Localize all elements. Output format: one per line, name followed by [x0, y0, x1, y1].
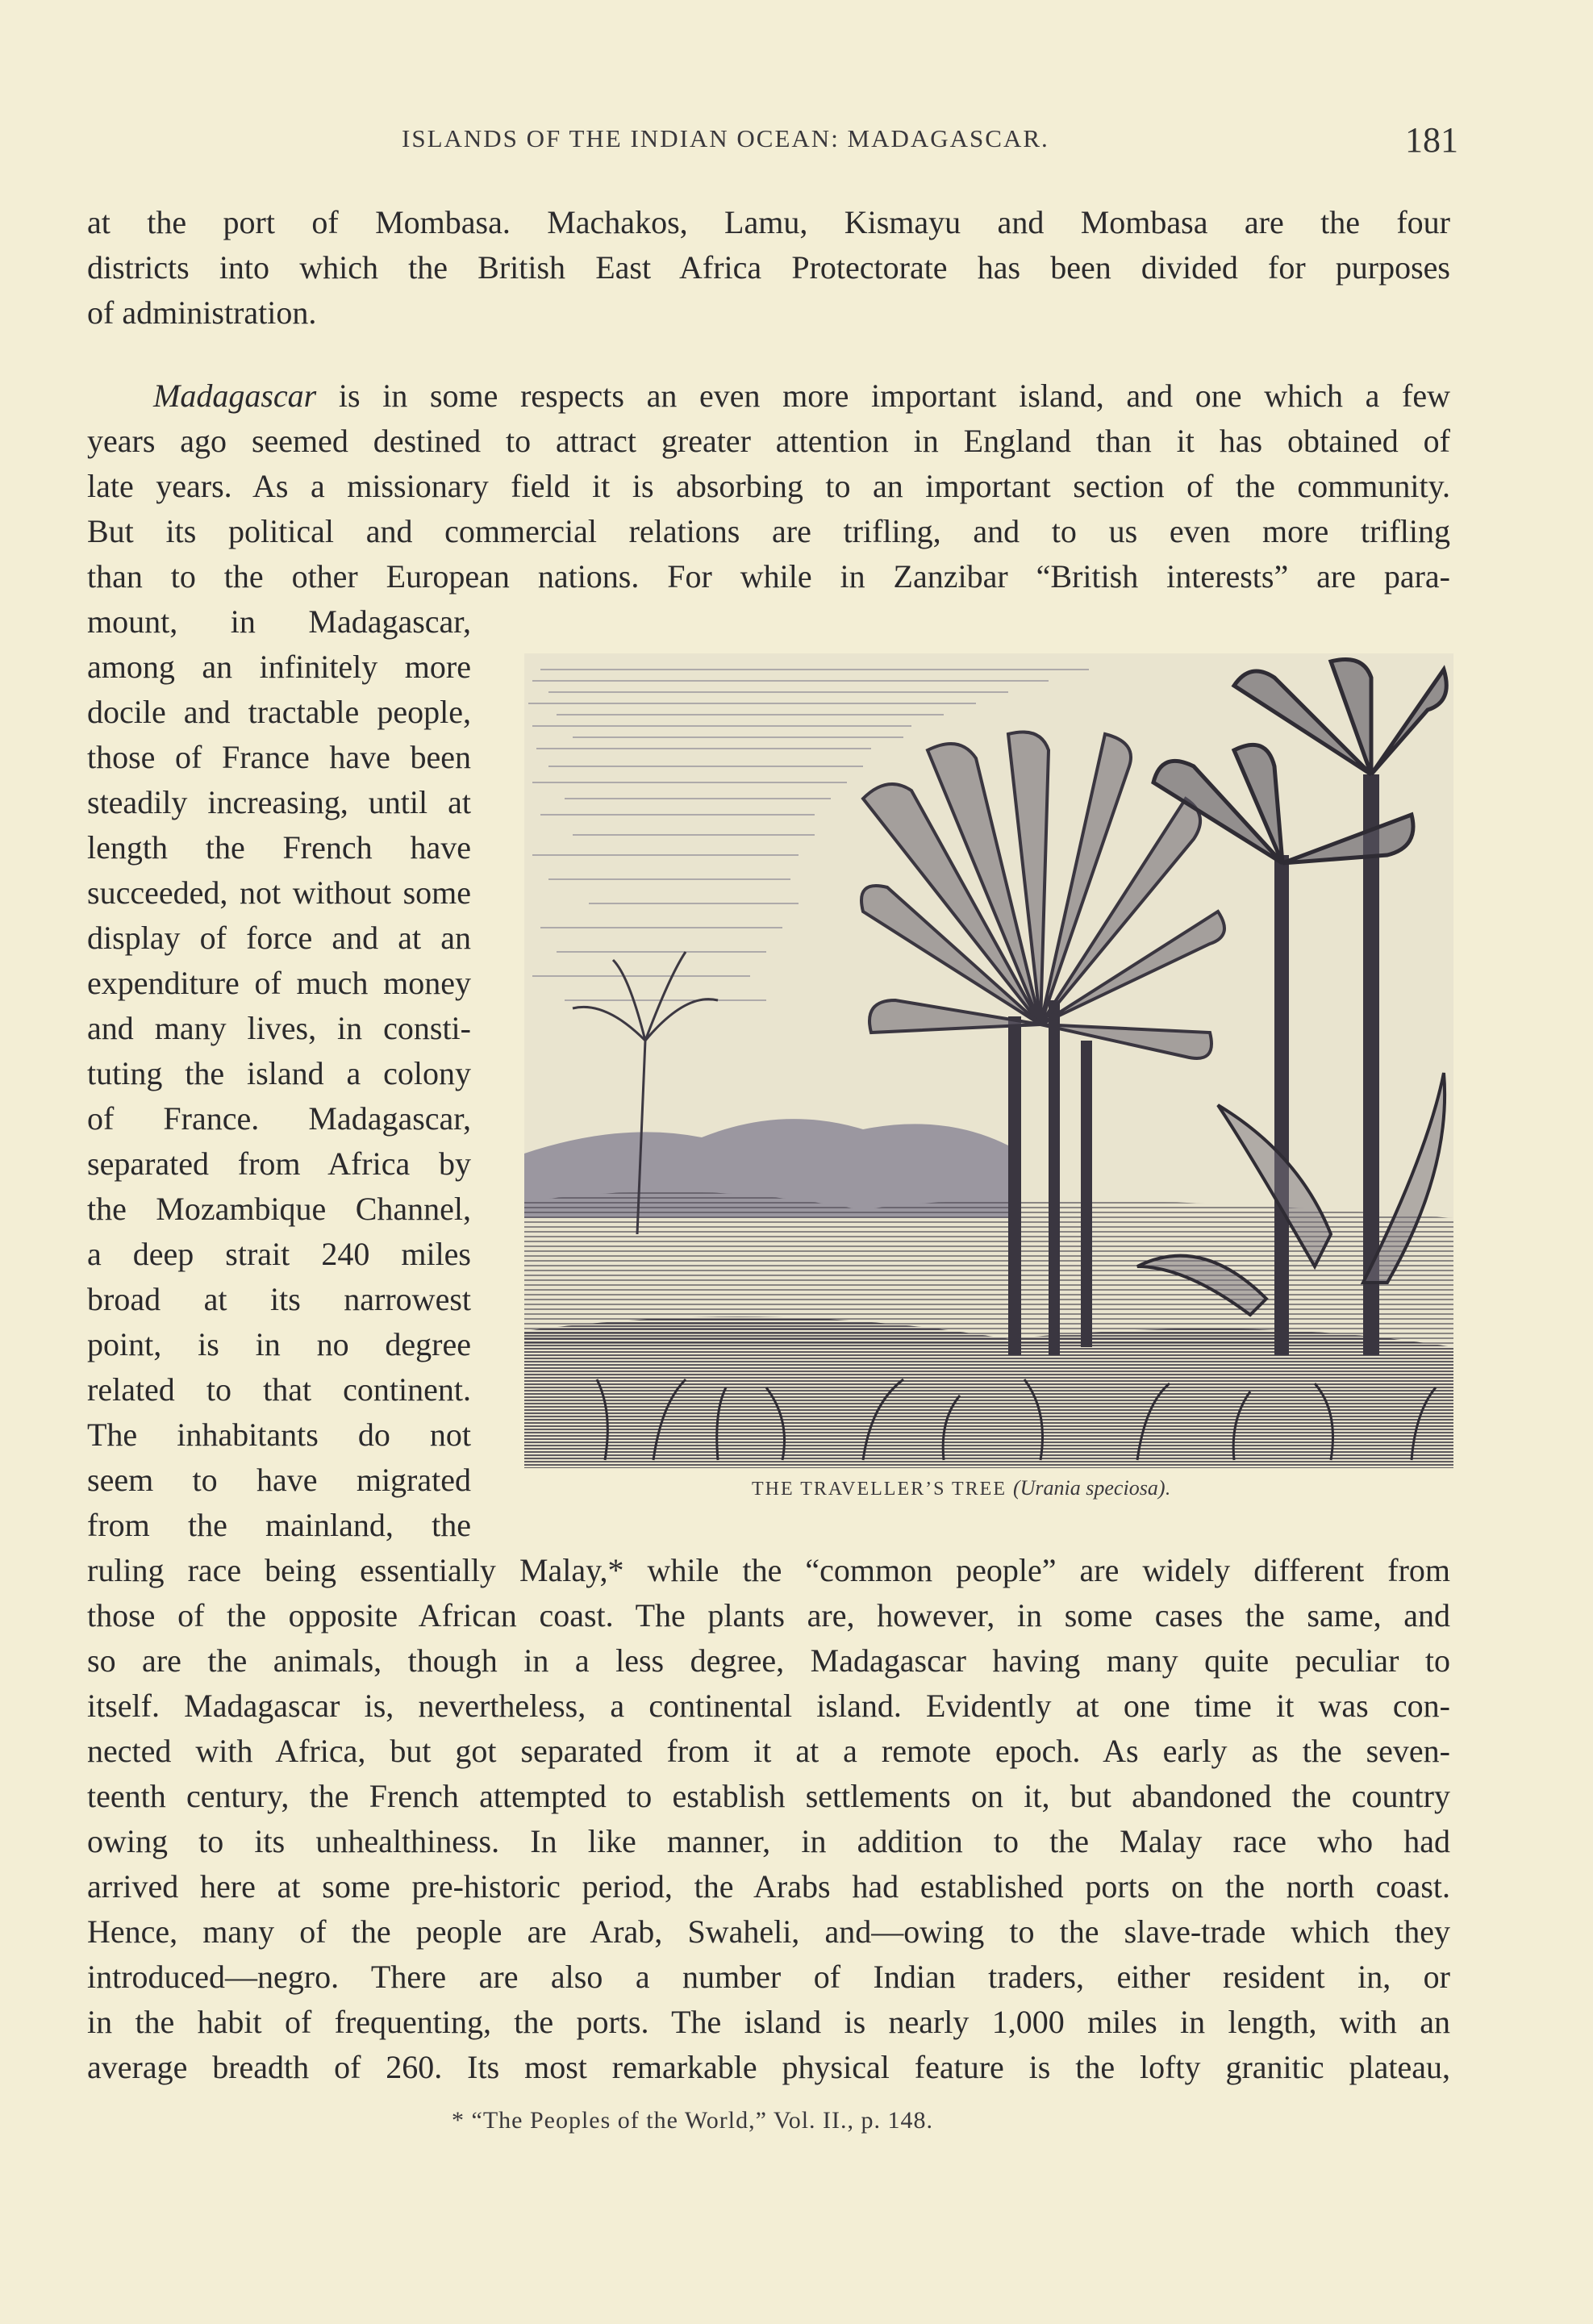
text-line: so are the animals, though in a less degree, Madagascar having many quite peculiar to [87, 1642, 1450, 1679]
text-line: average breadth of 260. Its most remarkable physical feature is the lofty granitic plateau, [87, 2049, 1450, 2085]
text-line: districts into which the British East Africa Protectorate has been divided for purposes [87, 249, 1450, 286]
text-line: length the French have [87, 829, 471, 866]
text-line: display of force and at an [87, 920, 471, 956]
text-line: The inhabitants do not [87, 1417, 471, 1453]
text-line: at the port of Mombasa. Machakos, Lamu, Kismayu and Mombasa are the four [87, 204, 1450, 240]
text-line: mount, in Madagascar, [87, 603, 471, 640]
running-title: ISLANDS OF THE INDIAN OCEAN: MADAGASCAR. [402, 124, 1049, 152]
text-line: those of France have been [87, 739, 471, 775]
text-line: from the mainland, the [87, 1507, 471, 1543]
text-line: and many lives, in consti- [87, 1010, 471, 1046]
text-line: expenditure of much money [87, 965, 471, 1001]
text-line: nected with Africa, but got separated from it at a remote epoch. As early as the seven- [87, 1733, 1450, 1769]
page-header [87, 119, 1458, 168]
text-line: But its political and commercial relations are trifling, and to us even more trifling [87, 513, 1450, 549]
foreground-ground [524, 1316, 1453, 1468]
caption-title: THE TRAVELLER’S TREE [752, 1479, 1007, 1500]
text-line: ruling race being essentially Malay,* while the “common people” are widely different from [87, 1552, 1450, 1588]
footnote: * “The Peoples of the World,” Vol. II., p. 148. [452, 2107, 934, 2134]
text-line: steadily increasing, until at [87, 784, 471, 820]
text-line: than to the other European nations. For while in Zanzibar “British interests” are para- [87, 558, 1450, 595]
text-line: late years. As a missionary field it is absorbing to an important section of the community. [87, 468, 1450, 504]
paragraph-opening-line [87, 373, 1450, 419]
figure-caption [752, 1476, 1316, 1500]
text-line: separated from Africa by [87, 1145, 471, 1182]
text-line: docile and tractable people, [87, 694, 471, 730]
text-line: teenth century, the French attempted to establish settlements on it, but abandoned the country [87, 1778, 1450, 1814]
text-line: those of the opposite African coast. The plants are, however, in some cases the same, and [87, 1597, 1450, 1633]
travellers-tree-engraving [524, 653, 1453, 1468]
text-line: owing to its unhealthiness. In like manner, in addition to the Malay race who had [87, 1823, 1450, 1859]
text-line: the Mozambique Channel, [87, 1191, 471, 1227]
text-line: itself. Madagascar is, nevertheless, a continental island. Evidently at one time it was con- [87, 1688, 1450, 1724]
page-number: 181 [1405, 120, 1458, 160]
text-line: years ago seemed destined to attract greater attention in England than it has obtained of [87, 423, 1450, 459]
text-line: in the habit of frequenting, the ports. The island is nearly 1,000 miles in length, with an [87, 2004, 1450, 2040]
text-line: tuting the island a colony [87, 1055, 471, 1091]
text-line: seem to have migrated [87, 1462, 471, 1498]
text-line: Hence, many of the people are Arab, Swaheli, and—owing to the slave-trade which they [87, 1913, 1450, 1950]
caption-scientific-name: (Urania speciosa) [1013, 1476, 1166, 1500]
text-line: broad at its narrowest [87, 1281, 471, 1317]
text-line: among an infinitely more [87, 649, 471, 685]
text-line: of administration. [87, 294, 317, 331]
text-line: introduced—negro. There are also a number of Indian traders, either resident in, or [87, 1959, 1450, 1995]
text-line: point, is in no degree [87, 1326, 471, 1362]
text-line: of France. Madagascar, [87, 1100, 471, 1137]
text-line: succeeded, not without some [87, 874, 471, 911]
text-line: arrived here at some pre-historic period, the Arabs had established ports on the north coast. [87, 1868, 1450, 1905]
text-line: related to that continent. [87, 1371, 471, 1408]
caption-period: . [1165, 1479, 1172, 1500]
italic-word: Madagascar [153, 378, 317, 414]
engraving-illustration [524, 653, 1453, 1468]
text-line: a deep strait 240 miles [87, 1236, 471, 1272]
text-fragment: is in some respects an even more important island, and one which a few [316, 378, 1450, 414]
